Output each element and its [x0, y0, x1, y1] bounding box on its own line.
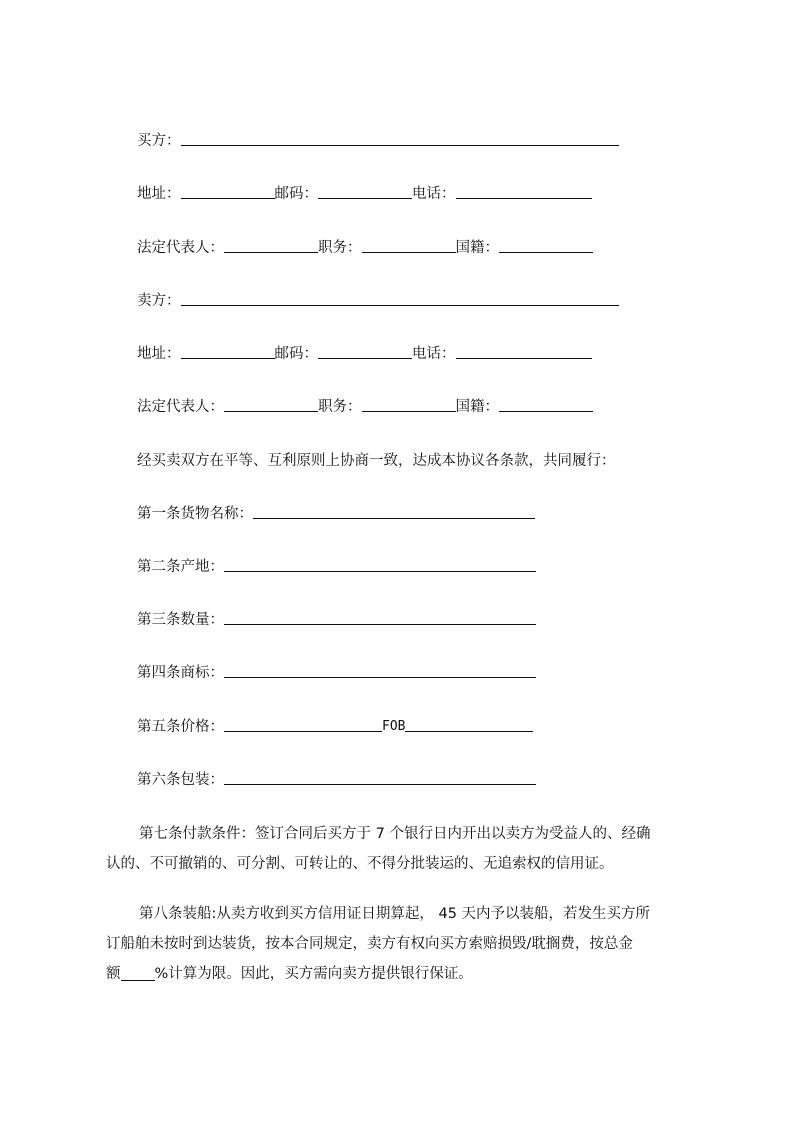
seller-nationality-blank[interactable] — [499, 395, 593, 412]
buyer-title-label: 职务： — [318, 240, 362, 256]
article-8-line-3-end: %计算为限。因此，买方需向卖方提供银行保证。 — [154, 966, 473, 982]
seller-label: 卖方： — [137, 293, 181, 309]
percentage-blank[interactable] — [121, 959, 155, 981]
buyer-nationality-label: 国籍： — [455, 240, 499, 256]
article-8-paragraph — [106, 899, 706, 989]
seller-address-blank[interactable] — [181, 342, 275, 359]
seller-phone-label: 电话： — [412, 346, 456, 362]
origin-blank[interactable] — [224, 555, 536, 572]
seller-postcode-label: 邮码： — [274, 346, 318, 362]
buyer-name-blank[interactable] — [181, 129, 619, 146]
trademark-blank[interactable] — [224, 661, 536, 678]
article-2-row — [137, 555, 536, 579]
article-2-label: 第二条产地： — [137, 559, 224, 575]
article-6-label: 第六条包装： — [137, 772, 224, 788]
article-8-line-1: 第八条装船:从卖方收到买方信用证日期算起， 45 天内予以装船，若发生买方所 — [139, 906, 651, 922]
seller-title-label: 职务： — [318, 399, 362, 415]
seller-rep-label: 法定代表人： — [137, 399, 224, 415]
buyer-phone-label: 电话： — [412, 186, 456, 202]
packing-blank[interactable] — [224, 768, 536, 785]
buyer-postcode-label: 邮码： — [274, 186, 318, 202]
article-7-paragraph — [106, 819, 706, 879]
seller-nationality-label: 国籍： — [455, 399, 499, 415]
quantity-blank[interactable] — [224, 608, 536, 625]
buyer-rep-blank[interactable] — [224, 236, 318, 253]
buyer-postcode-blank[interactable] — [318, 182, 412, 199]
buyer-rep-row — [137, 236, 593, 260]
article-5-row — [137, 715, 533, 739]
article-1-label: 第一条货物名称： — [137, 506, 253, 522]
buyer-contact-row — [137, 182, 592, 206]
buyer-address-label: 地址： — [137, 186, 181, 202]
article-4-row — [137, 661, 536, 685]
price-blank[interactable] — [224, 715, 382, 732]
intro-text: 经买卖双方在平等、互利原则上协商一致，达成本协议各条款，共同履行： — [137, 453, 616, 469]
seller-row — [137, 289, 619, 313]
article-5-label: 第五条价格： — [137, 719, 224, 735]
seller-name-blank[interactable] — [181, 289, 619, 306]
article-3-row — [137, 608, 536, 632]
article-1-row — [137, 502, 535, 526]
buyer-rep-label: 法定代表人： — [137, 240, 224, 256]
seller-rep-blank[interactable] — [224, 395, 318, 412]
price-term-blank[interactable] — [405, 715, 533, 732]
article-8-line-3-start: 额 — [106, 966, 121, 982]
article-6-row — [137, 768, 536, 792]
article-8-line-2: 订船舶未按时到达装货，按本合同规定，卖方有权向买方索赔损毁/耽搁费，按总金 — [106, 936, 633, 952]
article-3-label: 第三条数量： — [137, 612, 224, 628]
article-8-line-3 — [106, 959, 706, 989]
buyer-label: 买方： — [137, 133, 181, 149]
buyer-row — [137, 129, 619, 153]
buyer-nationality-blank[interactable] — [499, 236, 593, 253]
buyer-title-blank[interactable] — [362, 236, 456, 253]
seller-contact-row — [137, 342, 592, 366]
seller-title-blank[interactable] — [362, 395, 456, 412]
article-7-line-1: 第七条付款条件：签订合同后买方于 7 个银行日内开出以卖方为受益人的、经确 — [139, 826, 651, 842]
seller-postcode-blank[interactable] — [318, 342, 412, 359]
buyer-address-blank[interactable] — [181, 182, 275, 199]
fob-term: FOB — [382, 719, 406, 734]
seller-phone-blank[interactable] — [456, 342, 592, 359]
seller-address-label: 地址： — [137, 346, 181, 362]
buyer-phone-blank[interactable] — [456, 182, 592, 199]
goods-name-blank[interactable] — [253, 502, 535, 519]
intro-row — [137, 449, 616, 473]
seller-rep-row — [137, 395, 593, 419]
article-7-line-2: 认的、不可撤销的、可分割、可转让的、不得分批装运的、无追索权的信用证。 — [106, 856, 614, 872]
article-4-label: 第四条商标： — [137, 665, 224, 681]
